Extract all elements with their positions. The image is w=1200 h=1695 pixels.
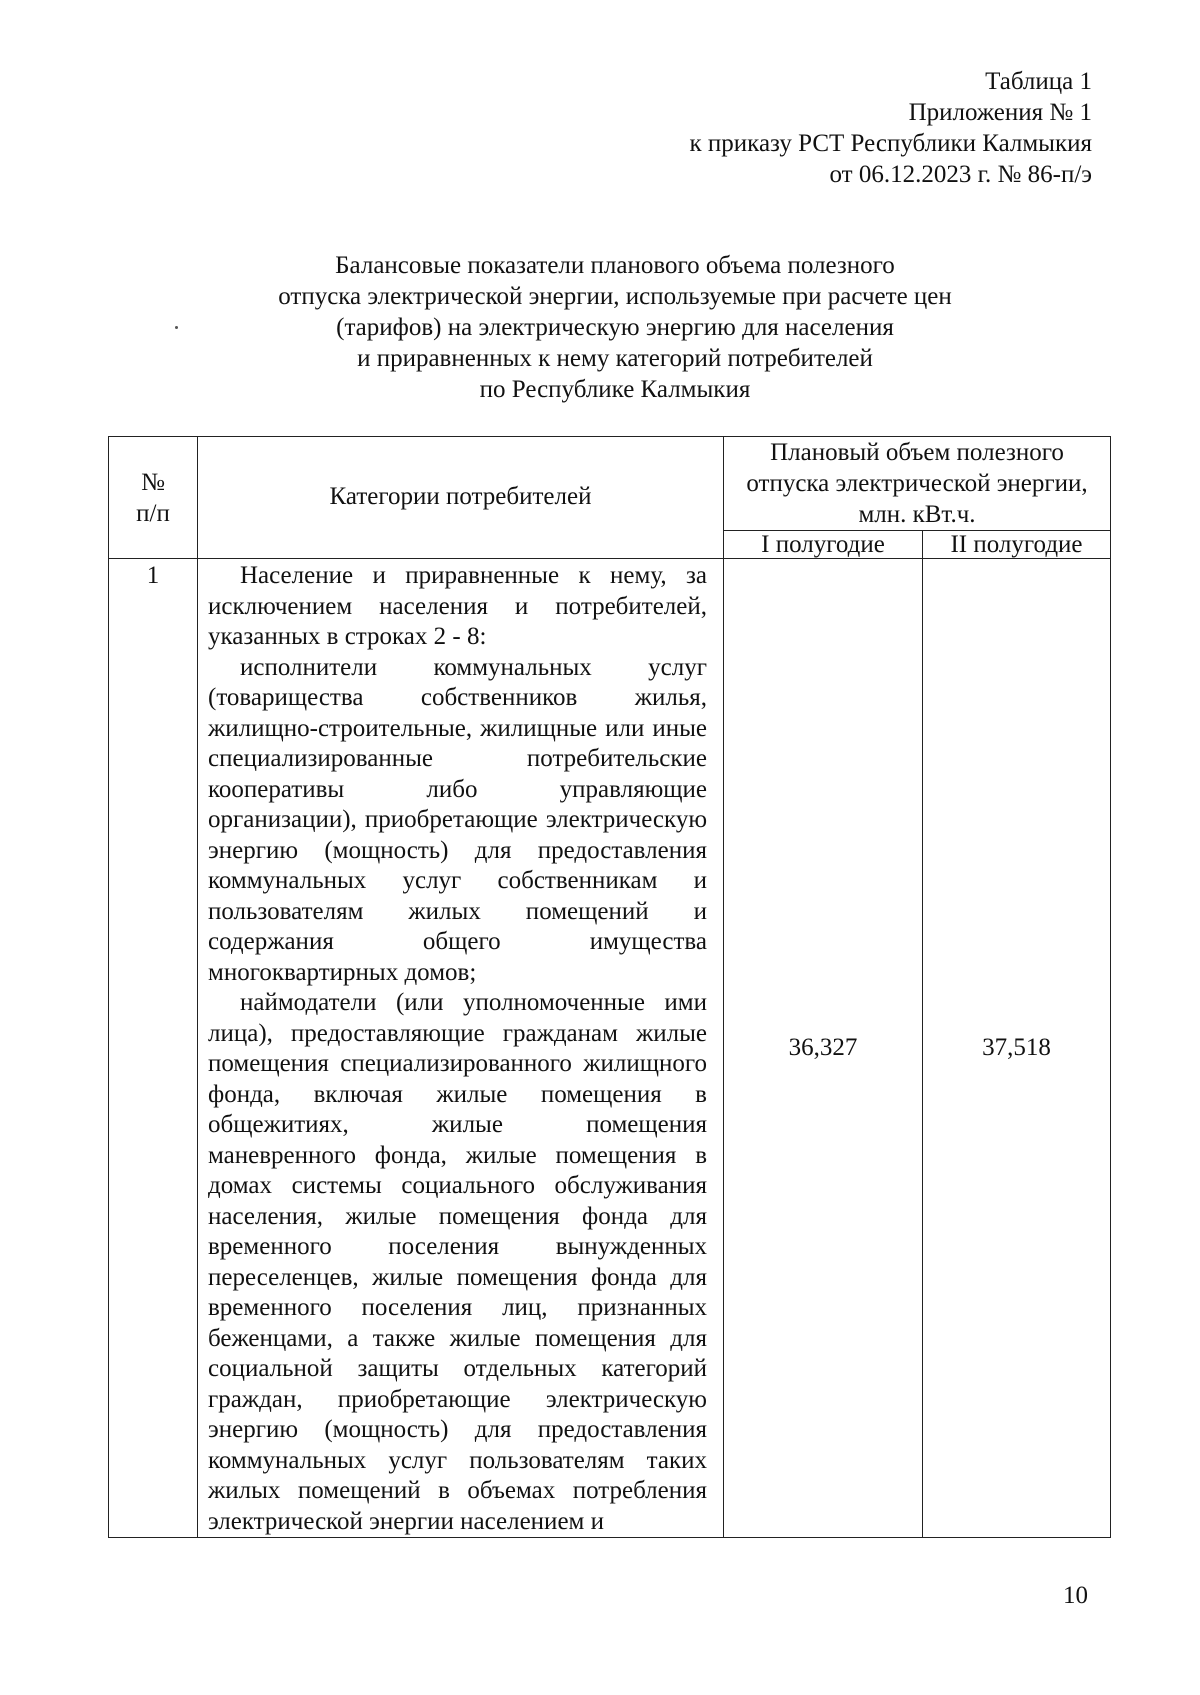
title-line-1: Балансовые показатели планового объема полезного	[335, 252, 895, 279]
table-header-row	[109, 437, 1111, 531]
header-order-date: от 06.12.2023 г. № 86-п/э	[829, 161, 1092, 188]
row-value-half-2: 37,518	[923, 559, 1111, 1538]
balance-table	[108, 436, 1111, 1538]
header-volume-line-2: отпуска электрической энергии,	[746, 470, 1088, 497]
header-order-ref: к приказу РСТ Республики Калмыкия	[689, 130, 1092, 157]
title-line-4: и приравненных к нему категорий потребителей	[357, 345, 873, 372]
document-title	[150, 250, 1080, 405]
category-paragraph-2: исполнители коммунальных услуг (товарищества собственников жилья, жилищно-строительные, жилищные или иные специализированные потребительские кооперативы либо управляющие организации), приобретающие электрическую энергию (мощность) для предоставления коммунальных услуг собственникам и пользователям жилых помещений и содержания общего имущества многоквартирных домов;	[208, 653, 707, 986]
title-line-3: (тарифов) на электрическую энергию для населения	[336, 314, 894, 341]
header-volume-line-1: Плановый объем полезного	[770, 439, 1064, 466]
title-line-5: по Республике Калмыкия	[479, 376, 751, 403]
header-half-2: II полугодие	[923, 531, 1111, 559]
attachment-header	[690, 66, 1092, 190]
table-row	[109, 559, 1111, 1538]
row-value-half-1: 36,327	[724, 559, 923, 1538]
page-number: 10	[1063, 1582, 1088, 1609]
header-appendix-label: Приложения № 1	[908, 99, 1092, 126]
header-half-1: I полугодие	[724, 531, 923, 559]
header-number-abbr: п/п	[136, 499, 170, 527]
category-paragraph-1: Население и приравненные к нему, за исключением населения и потребителей, указанных в строках 2 - 8:	[208, 562, 707, 650]
header-number-symbol: №	[141, 468, 165, 496]
header-category-cell: Категории потребителей	[198, 437, 724, 559]
header-table-label: Таблица 1	[985, 68, 1092, 95]
title-line-2: отпуска электрической энергии, используемые при расчете цен	[278, 283, 952, 310]
row-number: 1	[109, 559, 198, 1538]
category-paragraph-3: наймодатели (или уполномоченные ими лица), предоставляющие гражданам жилые помещения специализированного жилищного фонда, включая жилые помещения в общежитиях, жилые помещения маневренного фонда, жилые помещения в домах системы социального обслуживания населения, жилые помещения фонда для временного поселения вынужденных переселенцев, жилые помещения фонда для временного поселения лиц, признанных беженцами, а также жилые помещения для социальной защиты отдельных категорий граждан, приобретающие электрическую энергию (мощность) для предоставления коммунальных услуг пользователям таких жилых помещений в объемах потребления электрической энергии населением и	[208, 989, 707, 1535]
header-number-cell	[109, 437, 198, 559]
header-volume-unit: млн. кВт.ч.	[858, 501, 976, 528]
row-category	[198, 559, 724, 1538]
header-volume-cell	[724, 437, 1111, 531]
